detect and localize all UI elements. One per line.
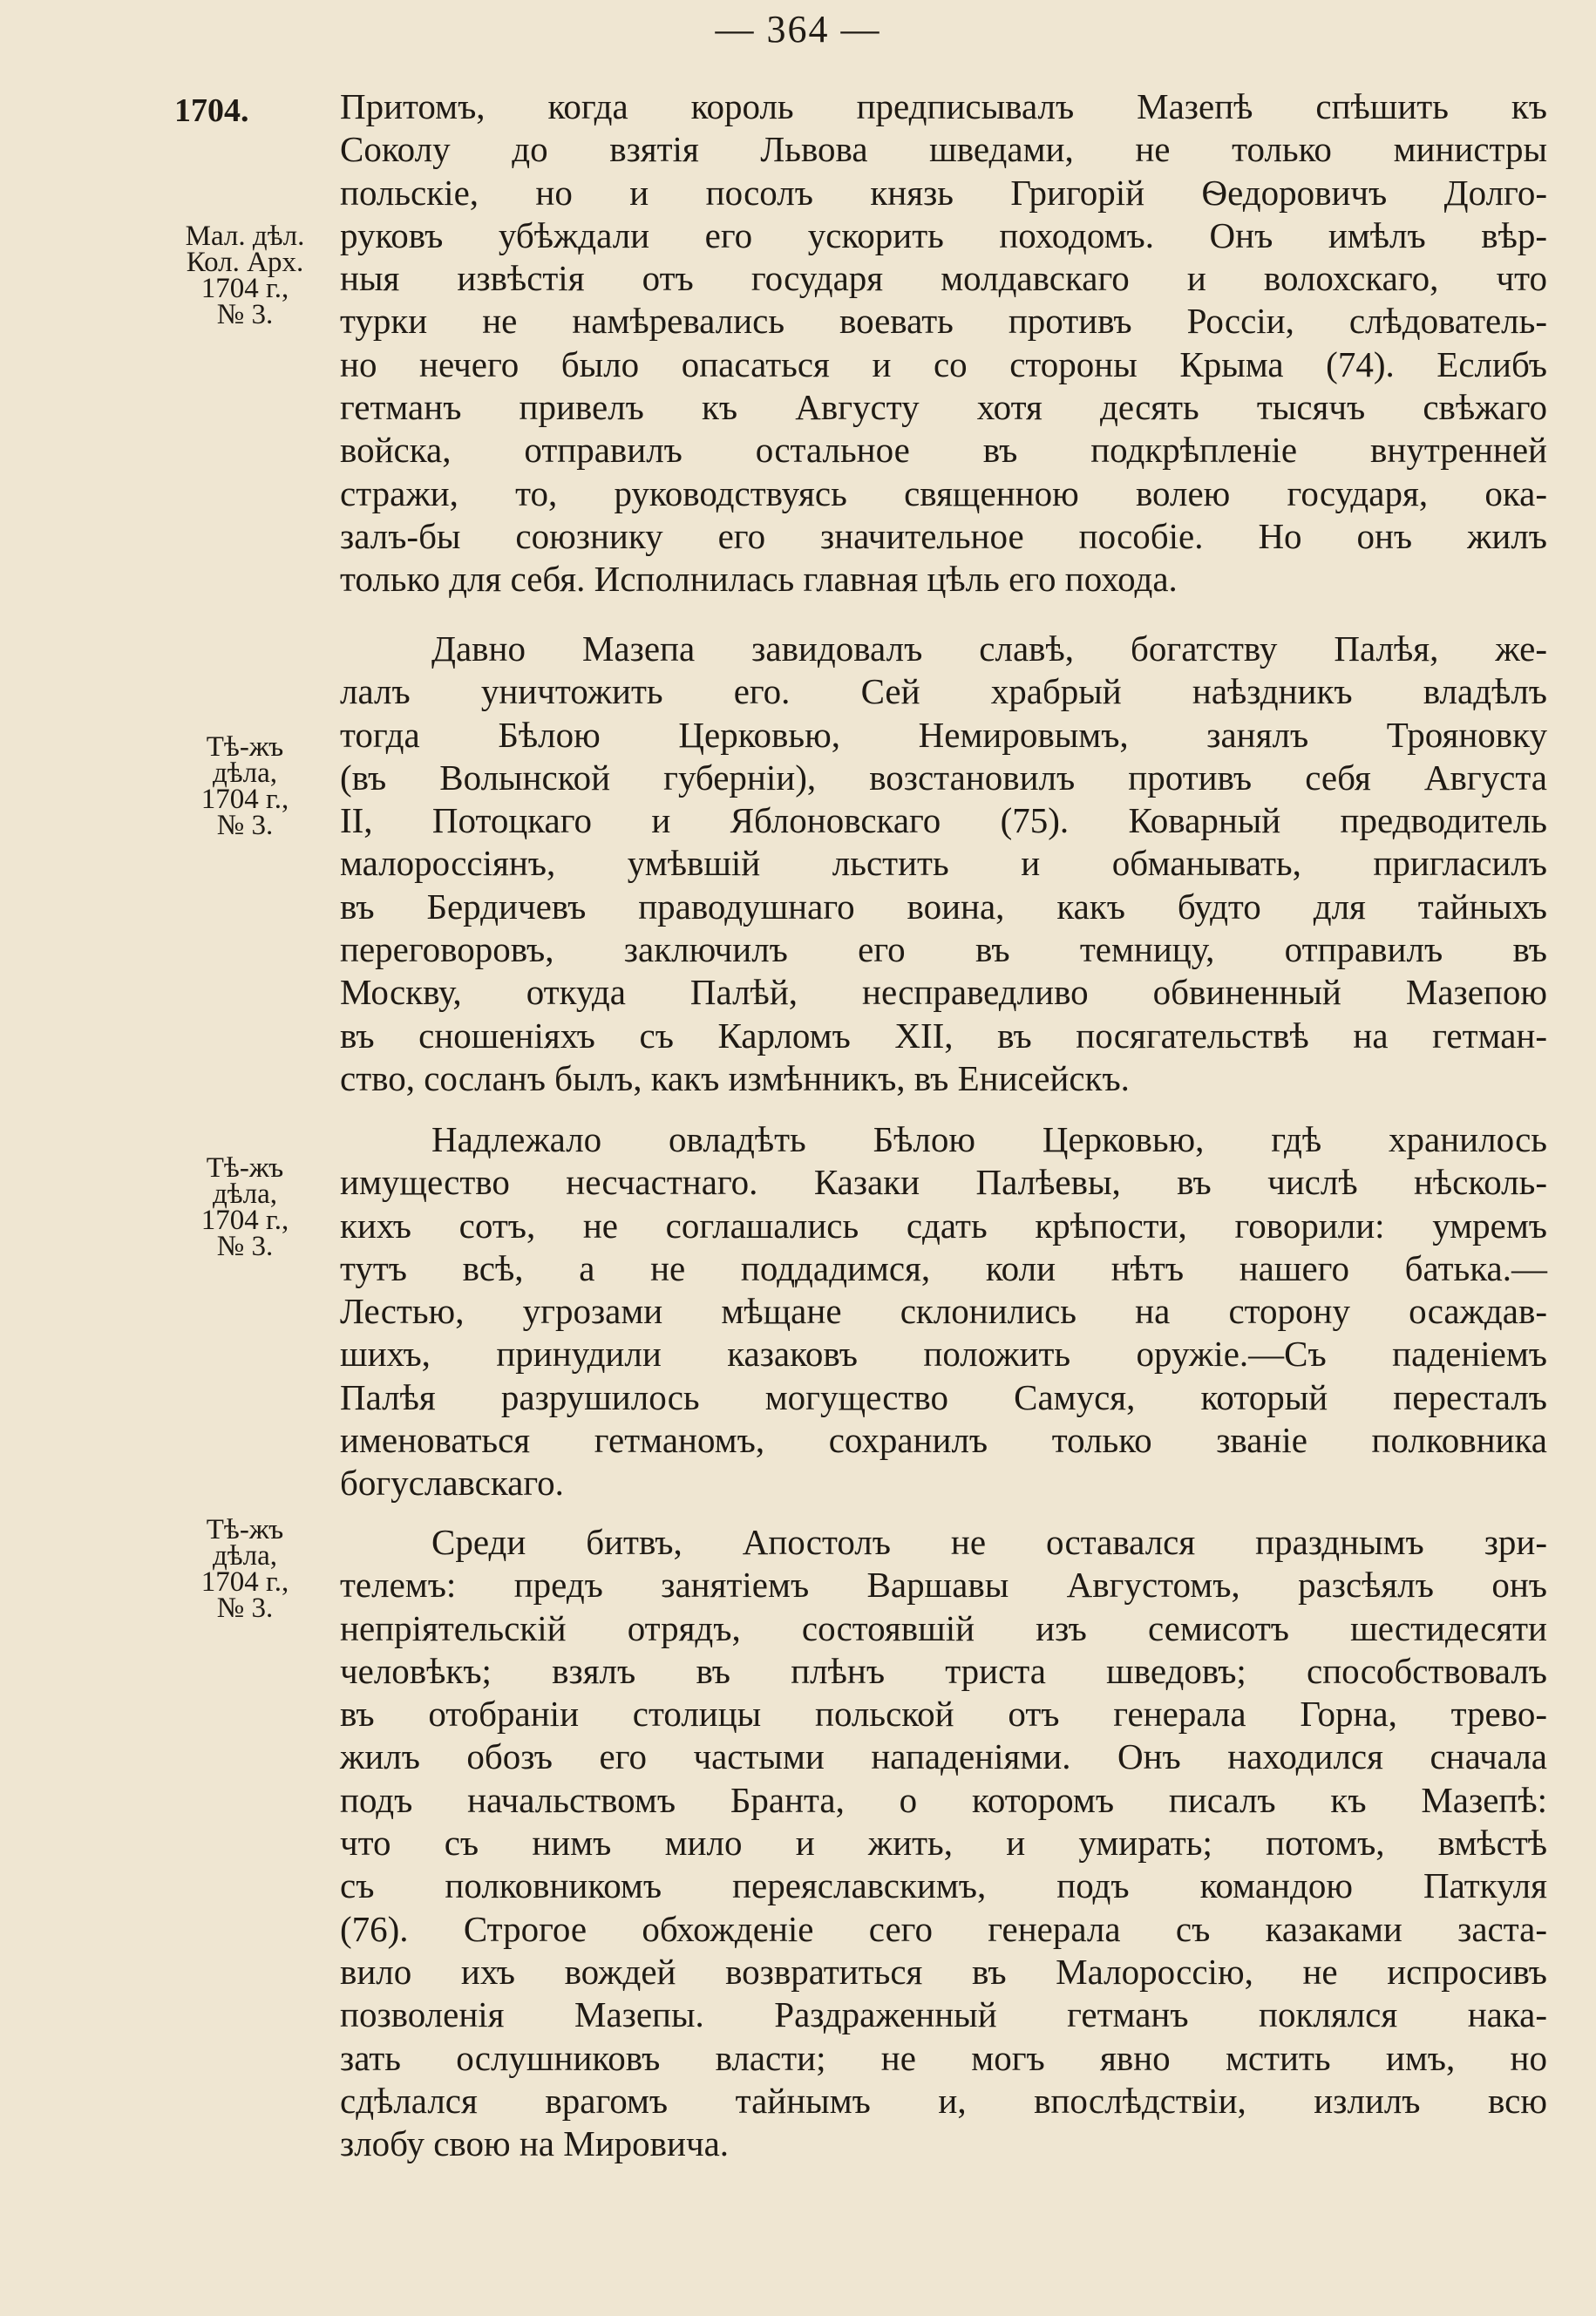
text-line: вило ихъ вождей возвратиться въ Малороссію, не испросивъ [340, 1951, 1547, 1992]
text-line: переговоровъ, заключилъ его въ темницу, отправилъ въ [340, 929, 1547, 970]
text-line: польскіе, но и посолъ князь Григорій Ѳедоровичъ Долго- [340, 172, 1547, 213]
text-line: человѣкъ; взялъ въ плѣнъ триста шведовъ; способствовалъ [340, 1650, 1547, 1691]
margin-note-3 [171, 1152, 319, 1262]
margin-note-line: 1704 г., [200, 1566, 289, 1598]
margin-note-line: Тѣ-жъ [206, 731, 284, 763]
text-line: (76). Строгое обхожденіе сего генерала съ казаками заста- [340, 1908, 1547, 1949]
text-line: турки не намѣревались воевать противъ Россіи, слѣдователь- [340, 301, 1547, 342]
text-line: Лестью, угрозами мѣщане склонились на сторону осаждав- [340, 1291, 1547, 1332]
margin-note-line: Тѣ-жъ [206, 1152, 284, 1184]
text-line: телемъ: предъ занятіемъ Варшавы Августомъ, разсѣялъ онъ [340, 1565, 1547, 1606]
text-line: Среди битвъ, Апостолъ не оставался празднымъ зри- [431, 1522, 1547, 1562]
margin-note-line: 1704 г., [200, 784, 289, 815]
text-line: зать ослушниковъ власти; не могъ явно мстить имъ, но [340, 2037, 1547, 2078]
margin-note-line: № 3. [216, 810, 274, 841]
margin-note-1 [171, 223, 319, 328]
text-line: гетманъ привелъ къ Августу хотя десять тысячъ свѣжаго [340, 387, 1547, 428]
text-line: что съ нимъ мило и жить, и умирать; потомъ, вмѣстѣ [340, 1823, 1547, 1864]
text-line: только для себя. Исполнилась главная цѣль его похода. [340, 559, 1178, 600]
text-line: тутъ всѣ, а не поддадимся, коли нѣтъ нашего батька.— [340, 1247, 1547, 1288]
text-line: кихъ сотъ, не соглашались сдать крѣпости, говорили: умремъ [340, 1205, 1547, 1246]
text-line: въ сношеніяхъ съ Карломъ XII, въ посягательствѣ на гетман- [340, 1015, 1547, 1056]
paragraph-3 [340, 1118, 1547, 1505]
text-line: Москву, откуда Палѣй, несправедливо обвиненный Мазепою [340, 972, 1547, 1013]
text-line: тогда Бѣлою Церковью, Немировымъ, занялъ Трояновку [340, 714, 1547, 755]
text-line: стражи, то, руководствуясь священною волею государя, ока- [340, 472, 1547, 513]
paragraph-4 [340, 1521, 1547, 2165]
text-line: ныя извѣстія отъ государя молдавскаго и волохскаго, что [340, 258, 1547, 299]
text-line: II, Потоцкаго и Яблоновскаго (75). Коварный предводитель [340, 800, 1547, 841]
margin-note-line: дѣла, [212, 1178, 278, 1210]
text-line: имущество несчастнаго. Казаки Палѣевы, въ числѣ нѣсколь- [340, 1162, 1547, 1203]
margin-note-line: Мал. дѣл. [185, 221, 305, 252]
text-line: малороссіянъ, умѣвшій льстить и обманывать, пригласилъ [340, 843, 1547, 884]
text-line: Давно Мазепа завидовалъ славѣ, богатству Палѣя, же- [431, 628, 1547, 669]
margin-note-line: № 3. [216, 1593, 274, 1624]
text-line: позволенія Мазепы. Раздраженный гетманъ поклялся нака- [340, 1994, 1547, 2035]
text-line: руковъ убѣждали его ускорить походомъ. Онъ имѣлъ вѣр- [340, 214, 1547, 255]
year-margin-label: 1704. [174, 92, 249, 129]
text-line: Притомъ, когда король предписывалъ Мазепѣ спѣшить къ [340, 86, 1547, 126]
text-line: шихъ, принудили казаковъ положить оружіе.—Съ паденіемъ [340, 1334, 1547, 1375]
text-line: въ Бердичевъ праводушнаго воина, какъ будто для тайныхъ [340, 886, 1547, 927]
text-line: но нечего было опасаться и со стороны Крыма (74). Еслибъ [340, 343, 1547, 384]
margin-note-2 [171, 731, 319, 841]
text-line: Палѣя разрушилось могущество Самуся, который пересталъ [340, 1376, 1547, 1417]
text-line: жилъ обозъ его частыми нападеніями. Онъ находился сначала [340, 1736, 1547, 1777]
paragraph-2 [340, 628, 1547, 1100]
text-line: Соколу до взятія Львова шведами, не только министры [340, 129, 1547, 170]
page-number: — 364 — [715, 8, 881, 51]
text-line: съ полковникомъ переяславскимъ, подъ командою Паткуля [340, 1865, 1547, 1906]
text-line: лалъ уничтожить его. Сей храбрый наѣздникъ владѣлъ [340, 671, 1547, 712]
margin-note-line: 1704 г., [200, 273, 289, 304]
text-line: злобу свою на Мировича. [340, 2123, 730, 2164]
margin-note-line: дѣла, [212, 1540, 278, 1572]
text-line: въ отобраніи столицы польской отъ генерала Горна, трево- [340, 1694, 1547, 1735]
text-line: богуславскаго. [340, 1463, 564, 1504]
margin-note-4 [171, 1514, 319, 1624]
margin-note-line: Кол. Арх. [186, 247, 304, 278]
text-line: именоваться гетманомъ, сохранилъ только званіе полковника [340, 1420, 1547, 1461]
margin-note-line: № 3. [216, 299, 274, 330]
text-line: залъ-бы союзнику его значительное пособіе. Но онъ жилъ [340, 515, 1547, 556]
margin-note-line: Тѣ-жъ [206, 1514, 284, 1545]
text-line: ство, сосланъ былъ, какъ измѣнникъ, въ Енисейскъ. [340, 1057, 1130, 1098]
margin-note-line: № 3. [216, 1231, 274, 1262]
margin-note-line: 1704 г., [200, 1205, 289, 1236]
text-line: (въ Волынской губерніи), возстановилъ противъ себя Августа [340, 757, 1547, 798]
paragraph-1 [340, 85, 1547, 601]
text-line: подъ начальствомъ Бранта, о которомъ писалъ къ Мазепѣ: [340, 1779, 1547, 1820]
text-line: непріятельскій отрядъ, состоявшій изъ семисотъ шестидесяти [340, 1607, 1547, 1648]
text-line: сдѣлался врагомъ тайнымъ и, впослѣдствіи, излилъ всю [340, 2080, 1547, 2121]
text-line: войска, отправилъ остальное въ подкрѣпленіе внутренней [340, 430, 1547, 471]
text-line: Надлежало овладѣть Бѣлою Церковью, гдѣ хранилось [431, 1119, 1547, 1159]
margin-note-line: дѣла, [212, 757, 278, 789]
